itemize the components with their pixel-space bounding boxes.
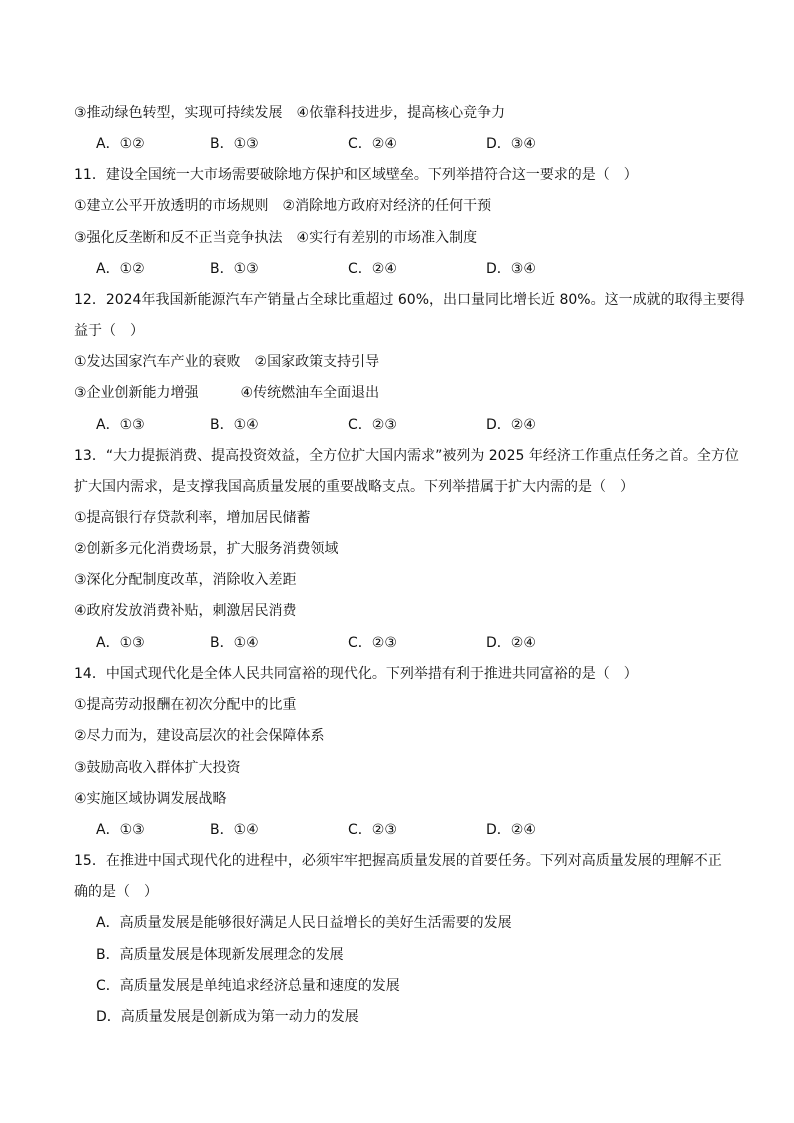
q14-option-a[interactable]: A．①③ — [96, 822, 145, 838]
q14-option-d[interactable]: D．②④ — [486, 822, 536, 838]
q11-option-a[interactable]: A．①② — [96, 261, 145, 277]
q15-choice-b[interactable]: B．高质量发展是体现新发展理念的发展 — [96, 947, 344, 963]
q12-option-b[interactable]: B．①④ — [210, 417, 259, 433]
q10-options — [74, 134, 734, 154]
q14-item-3: ③鼓励高收入群体扩大投资 — [74, 760, 241, 776]
q11-option-c[interactable]: C．②④ — [348, 261, 397, 277]
q13-item-2: ②创新多元化消费场景，扩大服务消费领域 — [74, 541, 339, 557]
q10-option-b[interactable]: B．①③ — [210, 136, 259, 152]
q11-options — [74, 259, 734, 279]
q12-options — [74, 415, 734, 435]
q13-item-3: ③深化分配制度改革，消除收入差距 — [74, 572, 297, 588]
q10-option-a[interactable]: A．①② — [96, 136, 145, 152]
q10-option-c[interactable]: C．②④ — [348, 136, 397, 152]
q14-item-2: ②尽力而为，建设高层次的社会保障体系 — [74, 728, 325, 744]
q12-item-line: ①发达国家汽车产业的衰败 ②国家政策支持引导 — [74, 354, 380, 370]
q13-option-a[interactable]: A．①③ — [96, 635, 145, 651]
q12-stem-line-1: 12．2024年我国新能源汽车产销量占全球比重超过 60%，出口量同比增长近 80%。这一成就的取得主要得 — [74, 292, 745, 308]
q13-item-1: ①提高银行存贷款利率，增加居民储蓄 — [74, 510, 311, 526]
q13-options — [74, 633, 734, 653]
q14-option-b[interactable]: B．①④ — [210, 822, 259, 838]
q11-stem: 11．建设全国统一大市场需要破除地方保护和区域壁垒。下列举措符合这一要求的是（ ） — [74, 167, 638, 183]
q12-option-c[interactable]: C．②③ — [348, 417, 397, 433]
q10-option-d[interactable]: D．③④ — [486, 136, 536, 152]
q11-option-d[interactable]: D．③④ — [486, 261, 536, 277]
q12-option-d[interactable]: D．②④ — [486, 417, 536, 433]
q13-stem-line-2: 扩大国内需求，是支撑我国高质量发展的重要战略支点。下列举措属于扩大内需的是（ ） — [74, 479, 634, 495]
q15-stem-line-2: 确的是（ ） — [74, 884, 158, 900]
q14-stem: 14．中国式现代化是全体人民共同富裕的现代化。下列举措有利于推进共同富裕的是（ ） — [74, 666, 638, 682]
q12-stem-line-2: 益于（ ） — [74, 323, 144, 339]
q13-stem-line-1: 13．“大力提振消费、提高投资效益，全方位扩大国内需求”被列为 2025 年经济工作重点任务之首。全方位 — [74, 448, 739, 464]
q13-option-c[interactable]: C．②③ — [348, 635, 397, 651]
q15-choice-a[interactable]: A．高质量发展是能够很好满足人民日益增长的美好生活需要的发展 — [96, 915, 512, 931]
q15-choice-d[interactable]: D．高质量发展是创新成为第一动力的发展 — [96, 1009, 359, 1025]
q14-options — [74, 820, 734, 840]
q15-choice-c[interactable]: C．高质量发展是单纯追求经济总量和速度的发展 — [96, 978, 400, 994]
q13-item-4: ④政府发放消费补贴，刺激居民消费 — [74, 603, 297, 619]
q11-option-b[interactable]: B．①③ — [210, 261, 259, 277]
q11-item-line: ①建立公平开放透明的市场规则 ②消除地方政府对经济的任何干预 — [74, 198, 492, 214]
q11-item-line: ③强化反垄断和反不正当竞争执法 ④实行有差别的市场准入制度 — [74, 230, 478, 246]
q14-option-c[interactable]: C．②③ — [348, 822, 397, 838]
q12-option-a[interactable]: A．①③ — [96, 417, 145, 433]
q15-stem-line-1: 15．在推进中国式现代化的进程中，必须牢牢把握高质量发展的首要任务。下列对高质量发展的理解不正 — [74, 853, 722, 869]
q12-item-line: ③企业创新能力增强 ④传统燃油车全面退出 — [74, 385, 380, 401]
q13-option-b[interactable]: B．①④ — [210, 635, 259, 651]
q14-item-1: ①提高劳动报酬在初次分配中的比重 — [74, 697, 297, 713]
q13-option-d[interactable]: D．②④ — [486, 635, 536, 651]
q14-item-4: ④实施区域协调发展战略 — [74, 791, 227, 807]
q10-item-line: ③推动绿色转型，实现可持续发展 ④依靠科技进步，提高核心竞争力 — [74, 105, 506, 121]
